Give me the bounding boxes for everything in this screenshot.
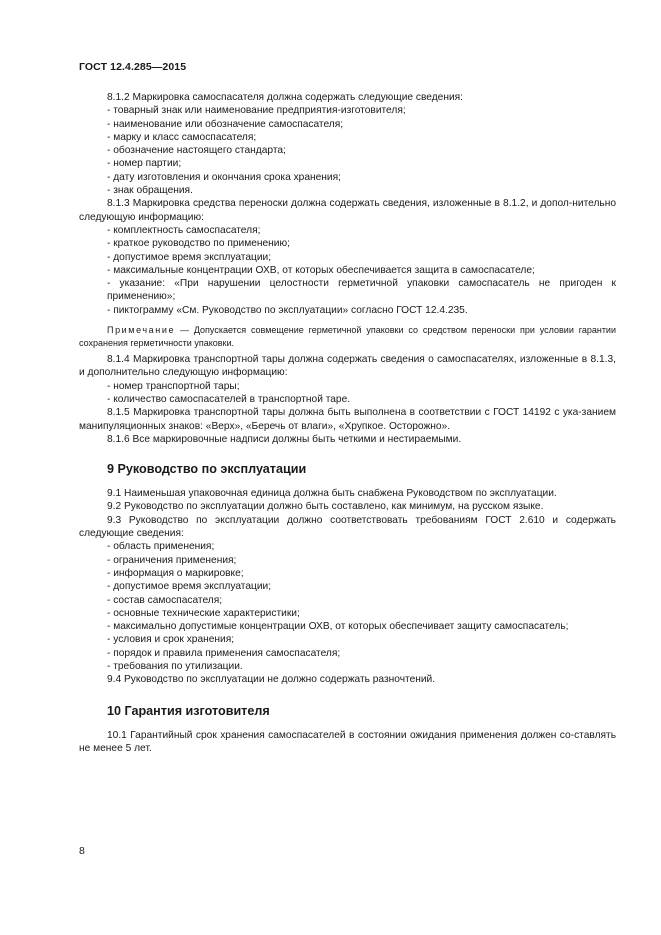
note [79, 324, 616, 349]
list-item: - количество самоспасателей в транспортной таре. [107, 393, 351, 405]
list-item: - наименование или обозначение самоспасателя; [107, 118, 344, 130]
list-item: - указание: «При нарушении целостности герметичной упаковки самоспасатель не пригоден к применению»; [107, 278, 616, 303]
list-item: - максимальные концентрации ОХВ, от которых обеспечивается защита в самоспасателе; [107, 264, 535, 276]
note-text: — Допускается совмещение герметичной упаковки со средством переноски при условии гарантии сохранения герметичности упаковки. [79, 325, 616, 348]
section-9-heading: 9 Руководство по эксплуатации [107, 462, 307, 477]
list-item: - допустимое время эксплуатации; [107, 251, 272, 263]
clause-8-1-4-list [79, 380, 616, 407]
list-item: - дату изготовления и окончания срока хранения; [107, 171, 341, 183]
list-item: - номер транспортной тары; [107, 380, 240, 392]
list-item: - информация о маркировке; [107, 567, 244, 579]
clause-8-1-2-list [79, 104, 616, 197]
clause-9-3-list [79, 540, 616, 673]
clause-8-1-4: 8.1.4 Маркировка транспортной тары должна содержать сведения о самоспасателях, изложенные в 8.1.3, и дополнительно следующую информацию: [79, 354, 616, 379]
list-item: - допустимое время эксплуатации; [107, 581, 272, 593]
clause-8-1-3-list [79, 224, 616, 317]
list-item: - максимально допустимые концентрации ОХВ, от которых обеспечивает защиту самоспасатель; [107, 621, 569, 633]
list-item: - ограничения применения; [107, 554, 237, 566]
clause-8-1-3: 8.1.3 Маркировка средства переноски должна содержать сведения, изложенные в 8.1.2, и допол-нительно следующую информацию: [79, 198, 616, 223]
list-item: - порядок и правила применения самоспасателя; [107, 647, 341, 659]
list-item: - обозначение настоящего стандарта; [107, 145, 286, 157]
clause-9-2: 9.2 Руководство по эксплуатации должно быть составлено, как минимум, на русском языке. [107, 501, 544, 513]
page-number: 8 [79, 845, 85, 857]
list-item: - марку и класс самоспасателя; [107, 131, 257, 143]
page-header-standard-code: ГОСТ 12.4.285—2015 [79, 61, 187, 73]
clause-10-1: 10.1 Гарантийный срок хранения самоспасателей в состоянии ожидания применения должен со-ставлять не менее 5 лет. [79, 729, 616, 754]
list-item: - товарный знак или наименование предприятия-изготовителя; [107, 105, 406, 117]
list-item: - краткое руководство по применению; [107, 238, 290, 250]
clause-8-1-5: 8.1.5 Маркировка транспортной тары должна быть выполнена в соответствии с ГОСТ 14192 с ука-занием манипуляционных знаков: «Верх», «Беречь от влаги», «Хрупкое. Осторожно». [79, 407, 616, 432]
list-item: - условия и срок хранения; [107, 634, 235, 646]
page-content [79, 91, 616, 755]
note-label: Примечание [107, 325, 176, 336]
clause-9-4: 9.4 Руководство по эксплуатации не должно содержать разночтений. [107, 674, 436, 686]
clause-8-1-6: 8.1.6 Все маркировочные надписи должны быть четкими и нестираемыми. [107, 433, 462, 445]
list-item: - номер партии; [107, 158, 182, 170]
list-item: - состав самоспасателя; [107, 594, 223, 606]
list-item: - требования по утилизации. [107, 660, 243, 672]
list-item: - пиктограмму «См. Руководство по эксплуатации» согласно ГОСТ 12.4.235. [107, 304, 468, 316]
clause-8-1-2: 8.1.2 Маркировка самоспасателя должна содержать следующие сведения: [107, 92, 463, 103]
clause-9-1: 9.1 Наименьшая упаковочная единица должна быть снабжена Руководством по эксплуатации. [107, 488, 557, 500]
list-item: - комплектность самоспасателя; [107, 224, 261, 236]
list-item: - область применения; [107, 541, 215, 553]
list-item: - знак обращения. [107, 185, 193, 197]
section-10-heading: 10 Гарантия изготовителя [107, 703, 270, 718]
clause-9-3: 9.3 Руководство по эксплуатации должно соответствовать требованиям ГОСТ 2.610 и содержать следующие сведения: [79, 514, 616, 540]
list-item: - основные технические характеристики; [107, 607, 300, 619]
